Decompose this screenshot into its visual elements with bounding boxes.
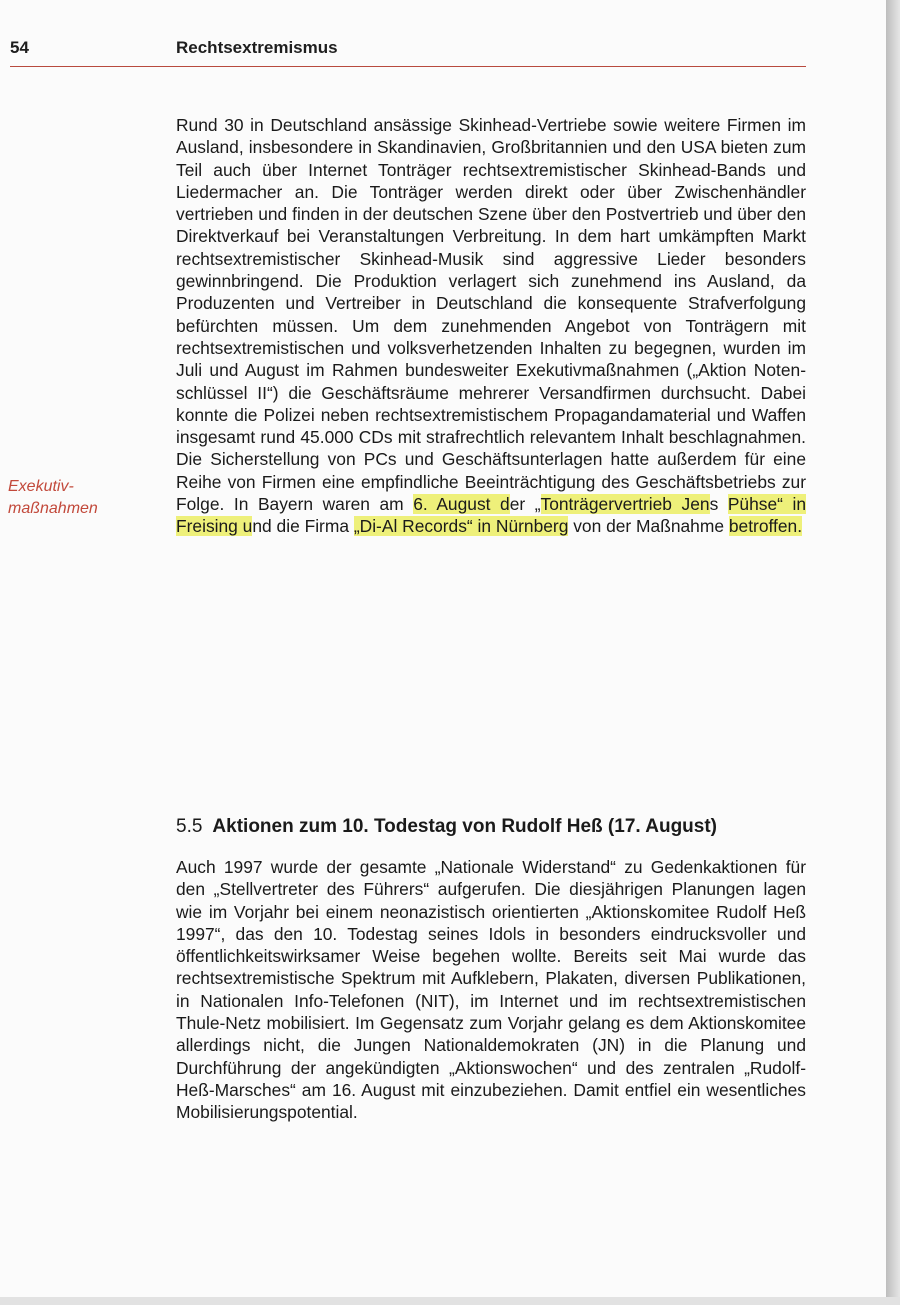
margin-note: [8, 476, 148, 520]
margin-note-line-2: maßnahmen: [8, 500, 98, 517]
paragraph-text: Rund 30 in Deutschland ansässige Skinhead-Vertriebe sowie weitere Firmen im Ausland, insbesondere in Skandinavien, Großbritannien und den USA bieten zum Teil auch über Internet Tonträger rechtsextremistischer Skinhead-Bands und Liedermacher an. Die Tonträger werden direkt oder über Zwischenhändler vertrieben und finden in der deutschen Szene über den Postvertrieb und über den Direktverkauf bei Veranstaltungen Verbreitung. In dem hart umkämpften Markt rechtsextremistischer Skinhead-Musik sind aggressive Lieder besonders gewinnbringend. Die Produktion verlagert sich zunehmend ins Ausland, da Produzenten und Vertreiber in Deutschland die konsequente Strafverfolgung befürchten müssen. Um dem zunehmenden Angebot von Tonträgern mit rechtsextremistischen und volksverhetzenden Inhalten zu begegnen, wurden im Juli und August im Rahmen bundesweiter Exekutivmaßnahmen („Aktion Notenschlüssel II“) die Geschäftsräume mehrerer Versandfirmen durchsucht. Dabei konnte die Polizei neben rechtsextremistischem Propagandamaterial und Waffen insgesamt rund 45.000 CDs mit strafrechtlich relevantem Inhalt beschlagnahmen. Die Sicherstellung von PCs und Geschäftsunterlagen hatte außerdem für eine Reihe von Firmen eine empfindliche Beeinträchtigung des Geschäftsbetriebs zur Folge. In Bayern waren am: [176, 115, 806, 515]
page-bottom-edge: [0, 1297, 900, 1305]
highlighted-text: betroffen.: [728, 516, 803, 537]
paragraph-text: von der Maßnahme: [568, 516, 729, 537]
highlighted-text: Pühse“ in Freising u: [176, 494, 807, 537]
section-title: Aktionen zum 10. Todestag von Rudolf Heß (17. August): [212, 816, 717, 837]
running-title: Rechtsextremismus: [176, 38, 338, 57]
section-number: 5.5: [176, 816, 203, 837]
paragraph-text: s: [709, 494, 728, 515]
highlighted-text: „Di-Al Records“ in Nürnberg: [353, 516, 569, 537]
page-number: 54: [10, 38, 29, 57]
section-heading: [176, 816, 816, 838]
page-gutter: [886, 0, 900, 1305]
paragraph-text: nd die Firma: [252, 516, 354, 537]
highlighted-text: Tonträgervertrieb Jen: [540, 494, 710, 515]
highlighted-text: 6. August d: [413, 494, 510, 515]
body-paragraph-2: Auch 1997 wurde der gesamte „Nationale Widerstand“ zu Gedenkaktionen für den „Stellvertreter des Führers“ aufgerufen. Die diesjährigen Planungen lagen wie im Vorjahr bei einem neonazistisch orientierten „Aktionskomitee Rudolf Heß 1997“, das den 10. Todestag seines Idols in besonders eindrucksvoller und öffentlichkeitswirksamer Weise begehen wollte. Bereits seit Mai wurde das rechtsextremistische Spektrum mit Aufklebern, Plakaten, diversen Publikationen, in Nationalen Info-Telefonen (NIT), im Internet und im rechtsextremistischen Thule-Netz mobilisiert. Im Gegensatz zum Vorjahr gelang es dem Aktionskomitee allerdings nicht, die Jungen Nationaldemokraten (JN) in die Planung und Durchführung der angekündigten „Aktionswochen“ und des zentralen „Rudolf-Heß-Marsches“ am 16. August mit einzubeziehen. Damit entfiel ein wesentliches Mobilisierungspotential.: [176, 857, 806, 1123]
margin-note-line-1: Exekutiv-: [8, 478, 74, 495]
page-header: [10, 38, 806, 67]
body-paragraph-1: [176, 114, 806, 538]
paragraph-text: er „: [509, 494, 541, 515]
